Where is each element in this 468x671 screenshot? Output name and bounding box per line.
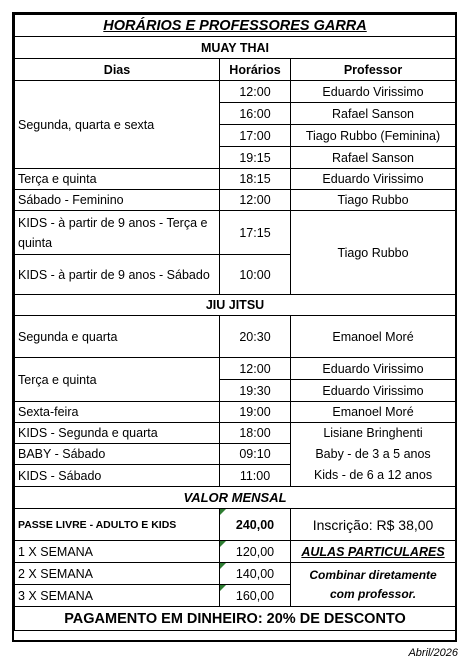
table-row-dias: KIDS - Sábado: [15, 465, 220, 487]
table-row-dias: KIDS - à partir de 9 anos - Sábado: [15, 255, 220, 295]
table-cell-prof: Eduardo Virissimo: [291, 380, 456, 402]
table-cell-time: 18:00: [220, 423, 291, 444]
table-cell-prof: Lisiane Bringhenti: [291, 423, 456, 444]
table-row-dias: Segunda e quarta: [15, 316, 220, 358]
table-cell-prof: Rafael Sanson: [291, 103, 456, 125]
plan-price: 120,00: [220, 541, 291, 563]
aulas-text-line-1: Combinar diretamente: [309, 567, 437, 582]
table-row-dias: KIDS - à partir de 9 anos - Terça e quinta: [15, 211, 220, 255]
plan-label: 3 X SEMANA: [15, 585, 220, 607]
table-cell-time: 17:00: [220, 125, 291, 147]
table-cell-prof: Eduardo Virissimo: [291, 81, 456, 103]
plan-price: 160,00: [220, 585, 291, 607]
table-cell-time: 10:00: [220, 255, 291, 295]
plan-price: 140,00: [220, 563, 291, 585]
aulas-particulares-title: AULAS PARTICULARES: [291, 541, 456, 563]
table-row-dias: Terça e quinta: [15, 169, 220, 190]
aulas-text-line-2: com professor.: [330, 586, 417, 601]
table-cell-time: 12:00: [220, 358, 291, 380]
table-row-dias: Terça e quinta: [15, 358, 220, 402]
table-cell-prof: Eduardo Virissimo: [291, 169, 456, 190]
table-cell-time: 20:30: [220, 316, 291, 358]
table-cell-time: 11:00: [220, 465, 291, 487]
table-cell-prof: Tiago Rubbo: [291, 190, 456, 211]
table-cell-prof: Baby - de 3 a 5 anos: [291, 444, 456, 465]
muay-thai-heading: MUAY THAI: [15, 37, 456, 59]
plan-label: 1 X SEMANA: [15, 541, 220, 563]
table-cell-time: 09:10: [220, 444, 291, 465]
page-title: HORÁRIOS E PROFESSORES GARRA: [15, 15, 456, 37]
table-cell-prof: Tiago Rubbo: [291, 211, 456, 295]
jiu-jitsu-heading: JIU JITSU: [15, 295, 456, 316]
table-row-dias: Sexta-feira: [15, 402, 220, 423]
plan-label: 2 X SEMANA: [15, 563, 220, 585]
table-row-dias: Segunda, quarta e sexta: [15, 81, 220, 169]
table-cell-time: 19:15: [220, 147, 291, 169]
table-cell-time: 12:00: [220, 190, 291, 211]
table-row-dias: BABY - Sábado: [15, 444, 220, 465]
table-cell-time: 16:00: [220, 103, 291, 125]
pagamento-discount: PAGAMENTO EM DINHEIRO: 20% DE DESCONTO: [15, 607, 456, 631]
table-cell-prof: Tiago Rubbo (Feminina): [291, 125, 456, 147]
aulas-particulares-text: [291, 563, 456, 607]
table-cell-time: 12:00: [220, 81, 291, 103]
date-label: Abril/2026: [408, 647, 458, 659]
schedule-sheet: [12, 12, 457, 642]
table-cell-prof: Kids - de 6 a 12 anos: [291, 465, 456, 487]
passe-livre-price: 240,00: [220, 509, 291, 541]
table-cell-time: 19:30: [220, 380, 291, 402]
table-row-dias: Sábado - Feminino: [15, 190, 220, 211]
table-row-dias: KIDS - Segunda e quarta: [15, 423, 220, 444]
schedule-table: [14, 14, 456, 631]
inscricao-text: Inscrição: R$ 38,00: [291, 509, 456, 541]
col-horarios-header: Horários: [220, 59, 291, 81]
valor-mensal-heading: VALOR MENSAL: [15, 487, 456, 509]
table-cell-prof: Emanoel Moré: [291, 402, 456, 423]
passe-livre-label: PASSE LIVRE - ADULTO E KIDS: [15, 509, 220, 541]
table-cell-prof: Eduardo Virissimo: [291, 358, 456, 380]
col-dias-header: Dias: [15, 59, 220, 81]
table-cell-prof: Rafael Sanson: [291, 147, 456, 169]
col-professor-header: Professor: [291, 59, 456, 81]
table-cell-time: 17:15: [220, 211, 291, 255]
table-cell-time: 18:15: [220, 169, 291, 190]
table-cell-time: 19:00: [220, 402, 291, 423]
table-cell-prof: Emanoel Moré: [291, 316, 456, 358]
